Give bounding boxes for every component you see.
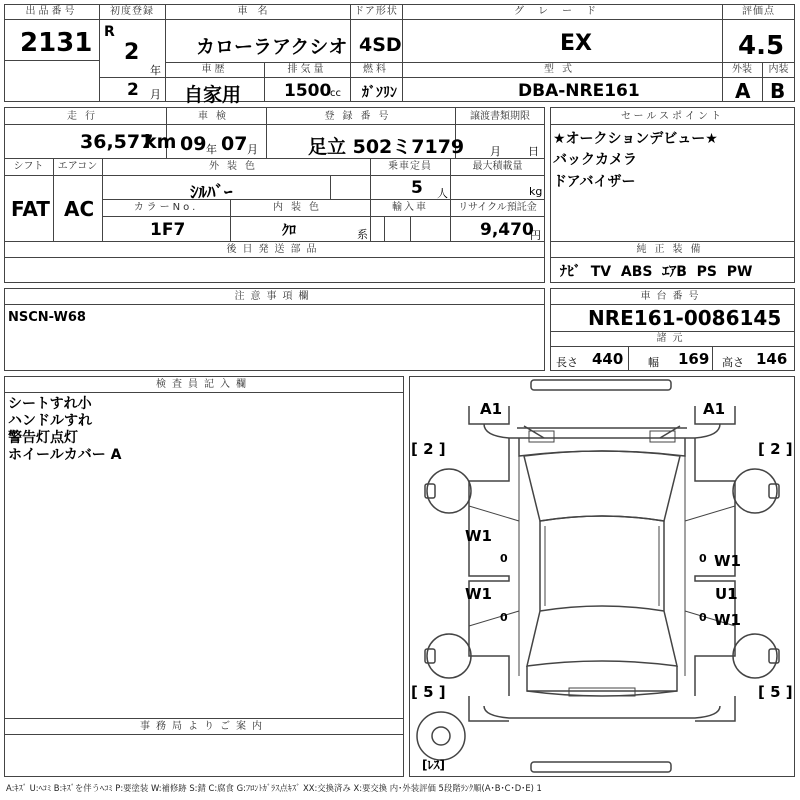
car-name-label: 車名 <box>237 6 278 17</box>
recycle-unit: 円 <box>530 229 541 242</box>
reg-year: 2 <box>124 40 140 65</box>
inspector-line: シートすれ小 <box>8 396 92 412</box>
equipment-label: 純正装備 <box>636 244 709 255</box>
model-code: DBA-NRE161 <box>518 81 640 101</box>
capacity: 5 <box>411 178 423 198</box>
spare-tire-mark: [ﾚｽ] <box>422 758 445 772</box>
damage-door-front-right: W1 <box>714 552 741 570</box>
sales-points-label: セールスポイント <box>620 111 725 122</box>
transfer-day-unit: 日 <box>528 145 539 158</box>
reg-month-unit: 月 <box>150 88 161 101</box>
displacement: 1500 <box>284 81 332 101</box>
chassis-label: 車台番号 <box>640 291 705 302</box>
equipment: ﾅﾋﾞ TV ABS ｴｱB PS PW <box>560 264 753 280</box>
reg-no-label: 登録番号 <box>324 111 397 122</box>
spec-label: 諸元 <box>656 333 689 344</box>
color-no-label: カラーNo. <box>133 202 199 213</box>
car-name: カローラアクシオ <box>196 36 348 58</box>
grade: EX <box>560 31 592 56</box>
lot-number: 2131 <box>20 28 93 58</box>
transfer-month-unit: 月 <box>490 145 501 158</box>
int-color: ｸﾛ <box>282 223 296 239</box>
length-label: 長さ <box>556 356 578 369</box>
inspection-year-unit: 年 <box>206 143 217 156</box>
inspector-line: ハンドルすれ <box>8 413 92 429</box>
notes-label: 注意事項欄 <box>234 291 315 302</box>
grade-label: グレード <box>514 6 610 17</box>
fuel: ｶﾞｿﾘﾝ <box>362 85 397 101</box>
shift-label: シフト <box>13 161 44 172</box>
door-type: 4SD <box>359 34 402 56</box>
interior-score: B <box>770 79 786 103</box>
transfer-label: 譲渡書類期限 <box>470 111 530 122</box>
int-color-label: 内装色 <box>273 202 327 213</box>
mileage-unit: km <box>144 131 177 153</box>
int-color-suffix: 系 <box>357 228 368 241</box>
damage-door-rear-right-2: W1 <box>714 611 741 629</box>
ext-color-label: 外装色 <box>209 161 263 172</box>
inspector-line: 警告灯点灯 <box>8 430 78 446</box>
capacity-label: 乗車定員 <box>388 161 432 172</box>
recycle-fee: 9,470 <box>480 220 534 240</box>
damage-front-left: A1 <box>480 400 503 418</box>
zero-mark: 0 <box>699 552 707 565</box>
color-no: 1F7 <box>150 220 186 240</box>
fuel-label: 燃料 <box>363 64 389 75</box>
tire-front-left: [ 2 ] <box>411 440 446 458</box>
office-label: 事務局よりご案内 <box>140 721 268 732</box>
tire-front-right: [ 2 ] <box>758 440 793 458</box>
exterior-score: A <box>735 79 751 103</box>
score-label: 評価点 <box>742 6 775 17</box>
width-label: 幅 <box>648 356 659 369</box>
mileage-label: 走行 <box>67 111 103 122</box>
max-load-unit: kg <box>529 185 543 198</box>
inspection-year: 09 <box>180 133 207 155</box>
exterior-label: 外装 <box>732 64 752 75</box>
notes-text: NSCN-W68 <box>8 310 86 325</box>
zero-mark: 0 <box>500 611 508 624</box>
zero-mark: 0 <box>500 552 508 565</box>
first-reg-label: 初度登録 <box>110 6 154 17</box>
damage-door-rear-right-1: U1 <box>715 585 738 603</box>
interior-label: 内装 <box>768 64 789 75</box>
inspector-label: 検査員記入欄 <box>156 379 252 390</box>
lot-no-label: 出品番号 <box>25 6 78 17</box>
damage-door-front-left: W1 <box>465 527 492 545</box>
sales-point-item: ドアバイザー <box>553 174 636 190</box>
shift: FAT <box>11 197 50 221</box>
era: R <box>104 24 115 40</box>
capacity-unit: 人 <box>437 187 448 200</box>
import-label: 輸入車 <box>392 202 428 213</box>
score: 4.5 <box>738 31 785 61</box>
reg-year-unit: 年 <box>150 64 161 77</box>
reg-number: 足立 502ミ7179 <box>308 136 465 158</box>
displacement-unit: cc <box>330 88 341 99</box>
damage-door-rear-left: W1 <box>465 585 492 603</box>
recycle-label: リサイクル預託金 <box>458 202 537 213</box>
inspection-month: 07 <box>221 133 248 155</box>
reg-month: 2 <box>127 80 139 100</box>
legend: A:ｷｽﾞ U:ﾍｺﾐ B:ｷｽﾞを伴うﾍｺﾐ P:要塗装 W:補修跡 S:錆 C:腐食 G:ﾌﾛﾝﾄｶﾞﾗｽ点ｷｽﾞ XX:交換済み X:要交換 内･外装評価 5段階ﾗﾝｸ順(A･B･C･D･E) 1 <box>6 783 542 793</box>
max-load-label: 最大積載量 <box>472 161 523 172</box>
chassis-number: NRE161-0086145 <box>588 306 782 330</box>
inspector-line: ホイールカバー A <box>8 447 122 463</box>
inspection-label: 車検 <box>198 111 234 122</box>
model-label: 型式 <box>544 64 580 75</box>
history-label: 車歴 <box>201 64 228 75</box>
tire-rear-right: [ 5 ] <box>758 683 793 701</box>
displacement-label: 排気量 <box>287 64 327 75</box>
ext-color: ｼﾙﾊﾞｰ <box>190 183 233 203</box>
width: 169 <box>678 350 710 368</box>
later-parts-label: 後日発送部品 <box>226 244 323 255</box>
damage-front-right: A1 <box>703 400 726 418</box>
inspection-month-unit: 月 <box>247 143 258 156</box>
tire-rear-left: [ 5 ] <box>411 683 446 701</box>
car-diagram <box>409 376 795 777</box>
length: 440 <box>592 350 624 368</box>
ac-label: エアコン <box>57 161 98 172</box>
ac: AC <box>64 197 95 221</box>
sales-point-item: ★オークションデビュー★ <box>553 131 718 147</box>
door-label: ドア形状 <box>354 6 398 17</box>
history: 自家用 <box>184 84 242 106</box>
height-label: 高さ <box>722 356 744 369</box>
zero-mark: 0 <box>699 611 707 624</box>
height: 146 <box>756 350 788 368</box>
mileage: 36,577 <box>80 131 154 153</box>
sales-point-item: バックカメラ <box>553 152 637 168</box>
